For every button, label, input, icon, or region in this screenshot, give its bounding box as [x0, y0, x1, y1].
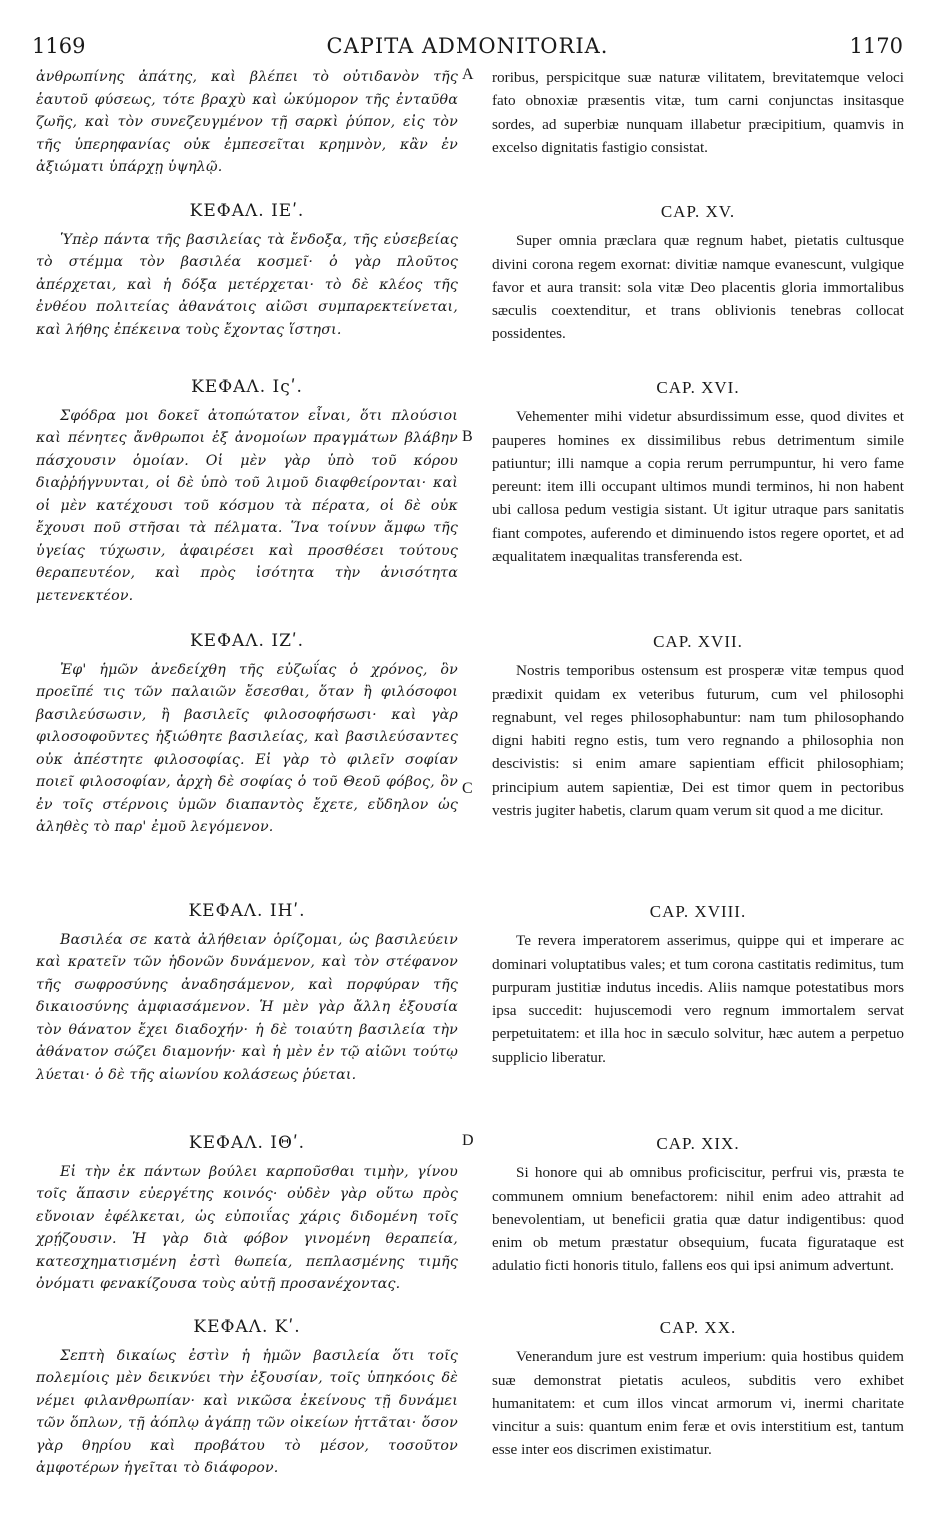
margin-letter-a: A — [462, 66, 474, 83]
latin-chapter-text: Vehementer mihi videtur absurdissimum esse, quod divites et pauperes homines ex dissimilibus rebus detrimentum simile patiuntur; illi namque a copia rerum perrumpuntur, hi vero fame pereunt: item illi occupant ultimos mundi terminos, hi non habent ubi callosa pedum vestigia sistant. Ut igitur utraque pars sanitatis fiant compotes, auferendo et diminuendo istos regere oportet, et ad æqualitatem inæqualitas transferenda est. — [492, 408, 904, 566]
latin-chapter-text: Venerandum jure est vestrum imperium: quia hostibus quidem suæ demonstrat pietatis aculeos, subditis vero exhibet humanitatem: et cum illos vincat armorum vi, inermi charitate vincitur a suis: quantum enim feræ et ovis interstitium est, tantum esse inter eos discrimen existimatur. — [492, 1348, 904, 1459]
greek-chapter-19 — [36, 1132, 458, 1296]
latin-chapter-17 — [492, 630, 904, 822]
greek-chapter-text: Σεπτὴ δικαίως ἐστὶν ἡ ἡμῶν βασιλεία ὅτι τοῖς πολεμίοις μὲν δεικνύει τὴν ἐξουσίαν, τοῖς ὑπηκόοις δὲ νέμει φιλανθρωπίαν· καὶ νικῶσα ἐκείνους τῇ δυνάμει τῶν ὅπλων, τῇ ἀόπλῳ ἀγάπῃ τῶν οἰκείων ἡττᾶται· ὅσον γὰρ θηρίου καὶ προβάτου τὸ μέσον, τοσοῦτον ἀμφοτέρων ἡγεῖται τὸ διάφορον. — [36, 1347, 458, 1476]
page-number-left: 1169 — [32, 34, 86, 58]
latin-chapter-title: CAP. XVIII. — [649, 902, 747, 921]
latin-chapter-text: Te revera imperatorem asserimus, quippe qui et imperare ac dominari voluptatibus vales; et tum corona castitatis redimitus, tum purpuram justitiæ indutus incedis. Aliis namque potestatibus mors ipsa succedit: hujuscemodi vero regnum immortalem servat perpetuitatem: et illa hoc in sæculo solvitur, hæc autem a perpetuo supplicio liberatur. — [492, 932, 904, 1066]
greek-chapter-title: ΚΕΦΑΛ. Ιςʹ. — [191, 377, 303, 397]
latin-column — [492, 66, 904, 1540]
greek-chapter-16 — [36, 376, 458, 607]
greek-chapter-text: Ἐφ' ἡμῶν ἀνεδείχθη τῆς εὐζωΐας ὁ χρόνος, ὃν προεῖπέ τις τῶν παλαιῶν ἔσεσθαι, ὅταν ἢ φιλόσοφοι βασιλεύσωσιν, ἢ βασιλεῖς φιλοσοφήσωσι· καὶ γὰρ φιλοσοφοῦντες ἠξιώθητε βασιλείας, καὶ βασιλεύσαντες οὐκ ἀπέστητε φιλοσοφίας. Εἰ γὰρ τὸ φιλεῖν σοφίαν ποιεῖ φιλοσοφίαν, ἀρχὴ δὲ σοφίας ὁ τοῦ Θεοῦ φόβος, ὃν ἐν τοῖς στέρνοις ὑμῶν διαπαντὸς ἔχετε, εὔδηλον ὡς ἀληθὲς τὸ παρ' ἐμοῦ λεγόμενον. — [36, 661, 458, 835]
running-header — [32, 34, 903, 62]
greek-intro — [36, 66, 458, 179]
latin-chapter-text: Nostris temporibus ostensum est prosperæ vitæ tempus quod prædixit quidam ex veteribus futurum, cum vel philosophi regnabunt, vel reges philosophabuntur: nam tum philosophando digni habiti regno estis, tum vero regnando a philosophia non descivistis: si enim amare sapientiam efficit philosophiam; principium autem sapientiæ, Dei est timor quem in pectoribus vestris jugiter habetis, clarum quam verum sit quod a me dicitur. — [492, 662, 904, 820]
greek-chapter-17 — [36, 630, 458, 839]
latin-intro — [492, 66, 904, 159]
running-title: CAPITA ADMONITORIA. — [326, 34, 609, 58]
greek-chapter-title: ΚΕΦΑΛ. ΙΗʹ. — [188, 901, 306, 921]
greek-chapter-20 — [36, 1316, 458, 1480]
greek-chapter-15 — [36, 200, 458, 341]
latin-chapter-text: Si honore qui ab omnibus proficiscitur, perfrui vis, præsta te communem omnium benefactorem: nihil enim adeo attrahit ad benevolentiam, ut beneficii gratia quæ datur indigentibus: quod enim ob metum præstatur obsequium, fucata figurataque est adulatio ficti honoris titulo, fallens eos qui ipsi animum advertunt. — [492, 1164, 904, 1275]
latin-chapter-title: CAP. XX. — [659, 1318, 737, 1337]
latin-chapter-title: CAP. XV. — [660, 202, 736, 221]
latin-chapter-title: CAP. XIX. — [656, 1134, 740, 1153]
greek-chapter-title: ΚΕΦΑΛ. ΙΘʹ. — [188, 1133, 306, 1153]
greek-chapter-title: ΚΕΦΑΛ. Κʹ. — [193, 1317, 301, 1337]
greek-intro-text: ἀνθρωπίνης ἀπάτης, καὶ βλέπει τὸ οὐτιδανὸν τῆς ἑαυτοῦ φύσεως, τότε βραχὺ καὶ ὠκύμορον τῆς ἐνταῦθα ζωῆς, καὶ τὸν συνεζευγμένον τῇ σαρκὶ ῥύπον, εἰς τὸν τῆς ὑπερηφανίας οὐκ ἐμπεσεῖται κρημνὸν, κἂν ἐν ἀξιώματι ὑπάρχῃ ὑψηλῷ. — [36, 69, 458, 175]
latin-chapter-title: CAP. XVII. — [653, 632, 743, 651]
latin-intro-text: roribus, perspicitque suæ naturæ vilitatem, brevitatemque veloci fato obnoxiæ præsentis vitæ, tum carni conjunctas insitasque sordes, ad superbiæ nunquam illabetur præcipitium, quamvis in excelso dignitatis fastigio consistat. — [492, 69, 904, 156]
latin-chapter-text: Super omnia præclara quæ regnum habet, pietatis cultusque divini corona regem exornat: divitiæ namque evanescunt, vulgique favor et aura transit: sola vitæ Deo placentis gloria immortalibus sæculis coextenditur, et trans oblivionis tenebras collocat possidentes. — [492, 232, 904, 343]
margin-letter-b: B — [462, 428, 473, 445]
greek-chapter-text: Βασιλέα σε κατὰ ἀλήθειαν ὁρίζομαι, ὡς βασιλεύειν καὶ κρατεῖν τῶν ἡδονῶν δυνάμενον, καὶ τὸν στέφανον τῆς σωφροσύνης ἀναδησάμενον, καὶ πορφύραν τῆς δικαιοσύνης ἀμφιασάμενον. Ἡ μὲν γὰρ ἄλλη ἐξουσία τὸν θάνατον ἔχει διαδοχήν· ἡ δὲ τοιαύτη βασιλεία τὴν ἀθάνατον σώζει διαμονήν· καὶ ἡ μὲν ἐν τῷ αἰῶνι τούτῳ λύεται· ὁ δὲ τῆς αἰωνίου κολάσεως ῥύεται. — [36, 931, 458, 1083]
latin-chapter-19 — [492, 1132, 904, 1278]
greek-chapter-title: ΚΕΦΑΛ. ΙΖʹ. — [189, 631, 305, 651]
greek-chapter-18 — [36, 900, 458, 1086]
latin-chapter-20 — [492, 1316, 904, 1462]
greek-chapter-text: Ὑπὲρ πάντα τῆς βασιλείας τὰ ἔνδοξα, τῆς εὐσεβείας τὸ στέμμα τὸν βασιλέα κοσμεῖ· ὁ γὰρ πλοῦτος ἀπέρχεται, καὶ ἡ δόξα μετέρχεται· τὸ δὲ κλέος τῆς ἐνθέου πολιτείας ἀθανάτοις αἰῶσι συμπαρεκτείνεται, καὶ λήθης ἐπέκεινα τοὺς ἔχοντας ἵστησι. — [36, 231, 458, 338]
greek-column — [36, 66, 458, 1540]
margin-letter-c: C — [462, 780, 473, 797]
latin-chapter-16 — [492, 376, 904, 568]
latin-chapter-title: CAP. XVI. — [656, 378, 740, 397]
page-number-right: 1170 — [849, 34, 903, 58]
greek-chapter-text: Εἰ τὴν ἐκ πάντων βούλει καρποῦσθαι τιμὴν, γίνου τοῖς ἅπασιν εὐεργέτης κοινός· οὐδὲν γὰρ οὕτω πρὸς εὔνοιαν ἐφέλκεται, ὡς εὐποιΐας χάρις διδομένη τοῖς χρῄζουσιν. Ἡ γὰρ διὰ φόβον γινομένη θεραπεία, κατεσχηματισμένη ἐστὶ θωπεία, πεπλασμένης τιμῆς ὀνόματι φενακίζουσα τοὺς αὐτῇ προσανέχοντας. — [36, 1163, 458, 1292]
greek-chapter-text: Σφόδρα μοι δοκεῖ ἀτοπώτατον εἶναι, ὅτι πλούσιοι καὶ πένητες ἄνθρωποι ἐξ ἀνομοίων πραγμάτων βλάβην πάσχουσιν ὁμοίαν. Οἱ μὲν γὰρ ὑπὸ τοῦ κόρου διαῤῥήγνυνται, οἱ δὲ ὑπὸ τοῦ λιμοῦ διαφθείρονται· καὶ οἱ μὲν κατέχουσι τοῦ κόσμου τὰ πέρατα, οἱ δὲ οὐκ ἔχουσι ποῦ στῆσαι τὰ πέλματα. Ἵνα τοίνυν ἄμφω τῆς ὑγείας τύχωσιν, ἀφαιρέσει καὶ προσθέσει τούτους θεραπευτέον, καὶ πρὸς ἰσότητα τὴν ἀνισότητα μετενεκτέον. — [36, 407, 458, 604]
margin-letter-d: D — [462, 1132, 474, 1149]
latin-chapter-15 — [492, 200, 904, 346]
greek-chapter-title: ΚΕΦΑΛ. ΙΕʹ. — [189, 201, 305, 221]
latin-chapter-18 — [492, 900, 904, 1069]
